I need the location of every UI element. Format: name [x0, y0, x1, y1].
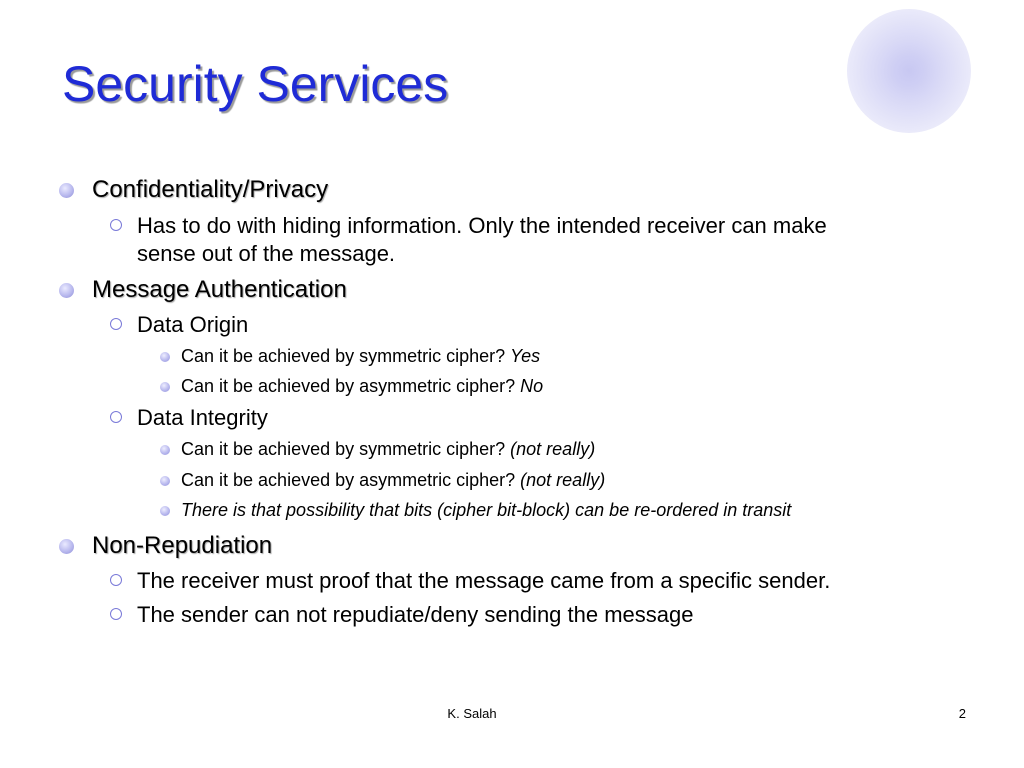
- small-filled-circle-bullet-icon: [160, 382, 170, 392]
- question-text: Can it be achieved by symmetric cipher?: [181, 346, 511, 366]
- answer-text: No: [520, 376, 544, 396]
- hollow-circle-bullet-icon: [110, 574, 122, 586]
- sub-bullet-receiver-proof: The receiver must proof that the message came from a specific sender.: [137, 568, 831, 593]
- hollow-circle-bullet-icon: [110, 318, 122, 330]
- small-filled-circle-bullet-icon: [160, 445, 170, 455]
- small-filled-circle-bullet-icon: [160, 476, 170, 486]
- bullet-label: Non-Repudiation: [92, 532, 273, 559]
- sub-bullet-data-origin: Data Origin: [137, 312, 249, 337]
- small-filled-circle-bullet-icon: [160, 506, 170, 516]
- bullet-label: Message Authentication: [92, 276, 347, 303]
- sub-bullet-hiding-info-line2: sense out of the message.: [137, 241, 396, 266]
- integrity-reorder-note: There is that possibility that bits (cipher bit-block) can be re-ordered in transit: [181, 500, 792, 520]
- bullet-label: Confidentiality/Privacy: [92, 176, 329, 203]
- question-text: Can it be achieved by symmetric cipher?: [181, 439, 511, 459]
- hollow-circle-bullet-icon: [110, 411, 122, 423]
- answer-text: (not really): [520, 470, 606, 490]
- question-text: Can it be achieved by asymmetric cipher?: [181, 376, 521, 396]
- filled-circle-bullet-icon: [59, 283, 74, 298]
- answer-text: (not really): [510, 439, 596, 459]
- filled-circle-bullet-icon: [59, 539, 74, 554]
- small-filled-circle-bullet-icon: [160, 352, 170, 362]
- origin-symmetric-question: [181, 345, 540, 367]
- integrity-symmetric-question: [181, 438, 595, 460]
- answer-text: Yes: [510, 346, 541, 366]
- filled-circle-bullet-icon: [59, 183, 74, 198]
- slide-title: Security Services: [62, 56, 449, 112]
- sub-bullet-sender-deny: The sender can not repudiate/deny sending the message: [137, 602, 694, 627]
- bullet-non-repudiation: [92, 532, 272, 560]
- integrity-asymmetric-question: [181, 469, 605, 491]
- footer-author: K. Salah: [447, 706, 497, 721]
- bullet-message-authentication: [92, 276, 347, 304]
- origin-asymmetric-question: [181, 375, 543, 397]
- concentric-circle-decoration: [847, 9, 971, 133]
- hollow-circle-bullet-icon: [110, 219, 122, 231]
- question-text: Can it be achieved by asymmetric cipher?: [181, 470, 521, 490]
- sub-bullet-hiding-info-line1: Has to do with hiding information. Only the intended receiver can make: [137, 213, 827, 238]
- sub-bullet-data-integrity: Data Integrity: [137, 405, 268, 430]
- hollow-circle-bullet-icon: [110, 608, 122, 620]
- bullet-confidentiality: [92, 176, 328, 204]
- page-number: 2: [958, 706, 966, 721]
